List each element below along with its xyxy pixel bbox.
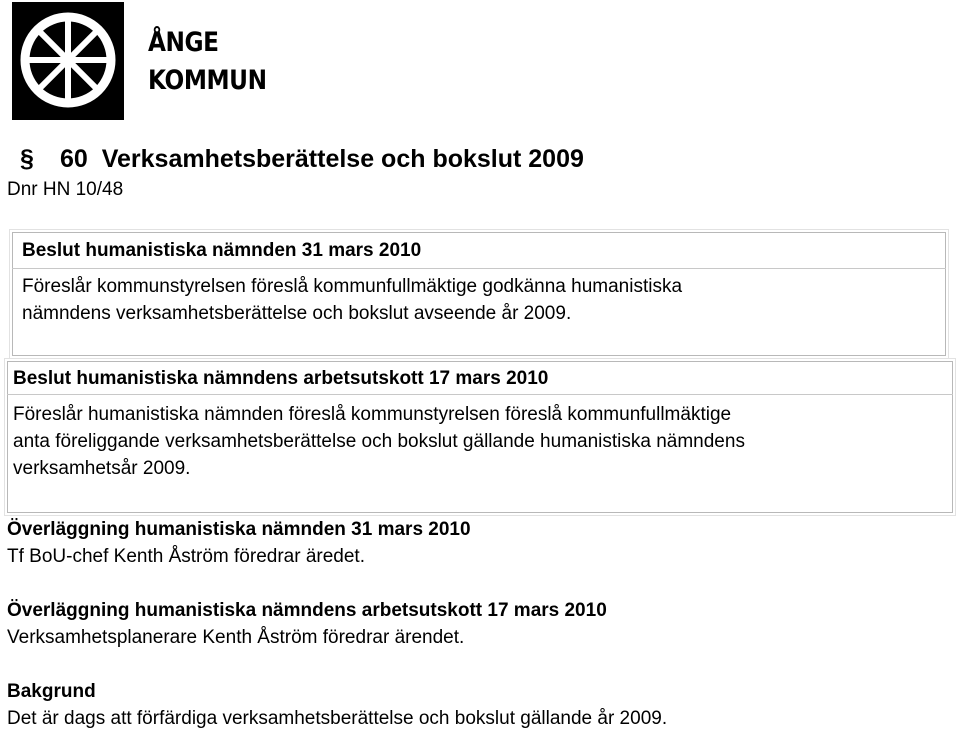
- decision-heading-working-committee: Beslut humanistiska nämndens arbetsutskott 17 mars 2010: [13, 368, 549, 389]
- decision-text-line: Föreslår kommunstyrelsen föreslå kommunfullmäktige godkänna humanistiska: [22, 276, 683, 297]
- wheel-emblem-icon: [12, 2, 124, 120]
- decision-box-divider: [7, 394, 953, 395]
- decision-text-line: nämndens verksamhetsberättelse och bokslut avseende år 2009.: [22, 303, 572, 324]
- deliberation-text: Tf BoU-chef Kenth Åström föredrar äredet.: [7, 546, 365, 567]
- background-text: Det är dags att förfärdiga verksamhetsberättelse och bokslut gällande år 2009.: [7, 708, 668, 729]
- deliberation-text: Verksamhetsplanerare Kenth Åström föredrar ärendet.: [7, 627, 465, 648]
- municipality-logo: [12, 2, 124, 120]
- decision-box-divider: [12, 268, 946, 269]
- decision-text-line: verksamhetsår 2009.: [13, 458, 191, 479]
- paragraph-title-text: Verksamhetsberättelse och bokslut 2009: [101, 145, 584, 173]
- case-number: Dnr HN 10/48: [7, 179, 124, 200]
- background-heading: Bakgrund: [7, 681, 96, 702]
- paragraph-title: [20, 143, 584, 175]
- decision-text-line: anta föreliggande verksamhetsberättelse och bokslut gällande humanistiska nämndens: [13, 431, 745, 452]
- paragraph-number: 60: [60, 145, 88, 173]
- deliberation-heading-committee: Överläggning humanistiska nämnden 31 mars 2010: [7, 519, 471, 540]
- deliberation-heading-working-committee: Överläggning humanistiska nämndens arbetsutskott 17 mars 2010: [7, 600, 607, 621]
- decision-heading-committee: Beslut humanistiska nämnden 31 mars 2010: [22, 240, 422, 261]
- municipality-name: [148, 24, 267, 100]
- decision-text-line: Föreslår humanistiska nämnden föreslå kommunstyrelsen föreslå kommunfullmäktige: [13, 404, 732, 425]
- logo-line-2: KOMMUN: [148, 65, 267, 96]
- section-symbol: §: [20, 145, 34, 173]
- logo-line-1: ÅNGE: [148, 27, 219, 58]
